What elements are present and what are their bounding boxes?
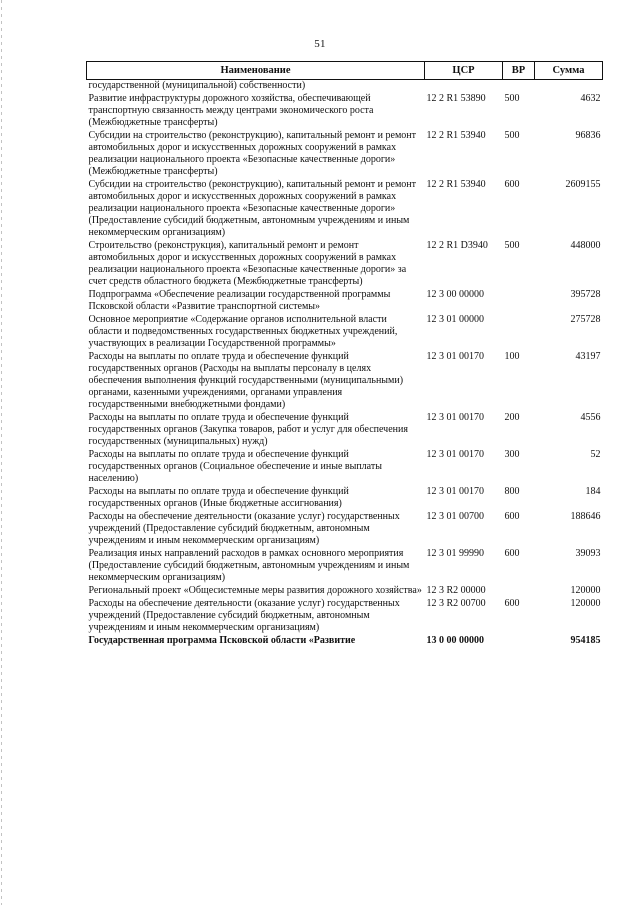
cell-name: Субсидии на строительство (реконструкцию), капитальный ремонт и ремонт автомобильных дорог и искусственных дорожных сооружений в рамках реализации национального проекта «Безопасные качественные дороги» (Предоставление субсидий бюджетным, автономным учреждениям и иным некоммерческим организациям) bbox=[88, 179, 417, 238]
cell-sum: 43197 bbox=[575, 351, 601, 362]
table-row bbox=[87, 449, 603, 486]
cell-csr: 12 3 01 00170 bbox=[426, 412, 484, 423]
cell-name: Расходы на выплаты по оплате труда и обеспечение функций государственных органов (Социальное обеспечение и иные выплаты населению) bbox=[88, 449, 382, 484]
cell-name: Строительство (реконструкция), капитальный ремонт и ремонт автомобильных дорог и искусственных дорожных сооружений в рамках реализации национального проекта «Безопасные качественные дороги» за счет средств областного бюджета (Межбюджетные трансферты) bbox=[88, 240, 407, 287]
cell-vr bbox=[503, 585, 535, 598]
cell-name: Региональный проект «Общесистемные меры развития дорожного хозяйства» bbox=[88, 585, 422, 596]
cell-csr: 12 3 01 99990 bbox=[426, 548, 484, 559]
table-row bbox=[87, 351, 603, 412]
cell-vr: 600 bbox=[504, 511, 520, 522]
cell-vr bbox=[503, 289, 535, 314]
cell-name: Развитие инфраструктуры дорожного хозяйства, обеспечивающей транспортную связанность между центрами экономического роста (Межбюджетные трансферты) bbox=[88, 93, 374, 128]
cell-sum: 4632 bbox=[580, 93, 601, 104]
table-row bbox=[87, 289, 603, 314]
cell-vr bbox=[503, 314, 535, 351]
cell-sum: 52 bbox=[590, 449, 601, 460]
cell-csr: 12 2 R1 53940 bbox=[426, 130, 486, 141]
table-row bbox=[87, 511, 603, 548]
cell-name: Субсидии на строительство (реконструкцию), капитальный ремонт и ремонт автомобильных дорог и искусственных дорожных сооружений в рамках реализации национального проекта «Безопасные качественные дороги» (Межбюджетные трансферты) bbox=[88, 130, 417, 177]
table-row bbox=[87, 130, 603, 179]
budget-table bbox=[86, 61, 603, 648]
cell-name: Расходы на выплаты по оплате труда и обеспечение функций государственных органов (Расходы на выплаты персоналу в целях обеспечения выполнения функций государственными (муниципальными) органами, казенными учреждениями, органами управления государственными внебюджетными фондами) bbox=[88, 351, 404, 410]
cell-vr: 600 bbox=[504, 548, 520, 559]
cell-sum: 275728 bbox=[570, 314, 601, 325]
cell-vr: 500 bbox=[504, 93, 520, 104]
cell-csr: 12 3 01 00000 bbox=[426, 314, 484, 325]
cell-sum: 120000 bbox=[570, 598, 601, 609]
cell-name: государственной (муниципальной) собственности) bbox=[88, 80, 306, 91]
cell-vr bbox=[503, 80, 535, 94]
cell-sum: 120000 bbox=[570, 585, 601, 596]
cell-csr: 12 3 01 00170 bbox=[426, 449, 484, 460]
cell-name: Расходы на выплаты по оплате труда и обеспечение функций государственных органов (Иные бюджетные ассигнования) bbox=[88, 486, 349, 509]
cell-csr: 12 3 00 00000 bbox=[426, 289, 484, 300]
cell-name: Подпрограмма «Обеспечение реализации государственной программы Псковской области «Развитие транспортной системы» bbox=[88, 289, 391, 312]
cell-csr: 12 3 01 00170 bbox=[426, 486, 484, 497]
cell-csr: 12 2 R1 53890 bbox=[426, 93, 486, 104]
table-row bbox=[87, 314, 603, 351]
cell-sum: 448000 bbox=[570, 240, 601, 251]
cell-sum: 39093 bbox=[575, 548, 601, 559]
cell-name: Реализация иных направлений расходов в рамках основного мероприятия (Предоставление субсидий бюджетным, автономным учреждениям и иным некоммерческим организациям) bbox=[88, 548, 410, 583]
table-row bbox=[87, 80, 603, 94]
cell-name: Расходы на обеспечение деятельности (оказание услуг) государственных учреждений (Предоставление субсидий бюджетным, автономным учреждениям и иным некоммерческим организациям) bbox=[88, 598, 400, 633]
table-row bbox=[87, 240, 603, 289]
cell-csr: 12 2 R1 53940 bbox=[426, 179, 486, 190]
cell-name: Расходы на выплаты по оплате труда и обеспечение функций государственных органов (Закупка товаров, работ и услуг для обеспечения государственных (муниципальных) нужд) bbox=[88, 412, 408, 447]
cell-sum: 954185 bbox=[570, 635, 601, 646]
cell-csr: 12 3 01 00700 bbox=[426, 511, 484, 522]
cell-vr: 600 bbox=[504, 598, 520, 609]
cell-csr: 12 3 01 00170 bbox=[426, 351, 484, 362]
table-row bbox=[87, 548, 603, 585]
cell-sum: 2609155 bbox=[565, 179, 601, 190]
table-row bbox=[87, 179, 603, 240]
table-row bbox=[87, 486, 603, 511]
cell-csr: 13 0 00 00000 bbox=[426, 635, 484, 646]
cell-csr: 12 3 R2 00000 bbox=[426, 585, 486, 596]
table-row bbox=[87, 93, 603, 130]
scan-edge bbox=[1, 0, 2, 905]
cell-csr bbox=[425, 80, 503, 94]
cell-vr bbox=[503, 635, 535, 648]
header-name: Наименование bbox=[87, 62, 425, 80]
cell-name: Основное мероприятие «Содержание органов исполнительной власти области и подведомственных государственных бюджетных учреждений, участвующих в реализации Государственной программы» bbox=[88, 314, 398, 349]
table-row bbox=[87, 635, 603, 648]
cell-vr: 300 bbox=[504, 449, 520, 460]
cell-csr: 12 3 R2 00700 bbox=[426, 598, 486, 609]
cell-csr: 12 2 R1 D3940 bbox=[426, 240, 488, 251]
cell-vr: 500 bbox=[504, 130, 520, 141]
cell-sum: 4556 bbox=[580, 412, 601, 423]
table-row bbox=[87, 585, 603, 598]
table-body bbox=[87, 80, 603, 649]
table-header bbox=[87, 62, 603, 80]
header-vr: ВР bbox=[503, 62, 535, 80]
cell-vr: 100 bbox=[504, 351, 520, 362]
cell-vr: 500 bbox=[504, 240, 520, 251]
table-row bbox=[87, 598, 603, 635]
header-csr: ЦСР bbox=[425, 62, 503, 80]
cell-vr: 200 bbox=[504, 412, 520, 423]
cell-sum: 96836 bbox=[575, 130, 601, 141]
cell-sum: 184 bbox=[585, 486, 601, 497]
cell-sum bbox=[535, 80, 603, 94]
cell-vr: 800 bbox=[504, 486, 520, 497]
header-sum: Сумма bbox=[535, 62, 603, 80]
cell-sum: 188646 bbox=[570, 511, 601, 522]
cell-name: Расходы на обеспечение деятельности (оказание услуг) государственных учреждений (Предоставление субсидий бюджетным, автономным учреждениям и иным некоммерческим организациям) bbox=[88, 511, 400, 546]
header-row bbox=[87, 62, 603, 80]
page-number: 51 bbox=[314, 38, 326, 50]
cell-sum: 395728 bbox=[570, 289, 601, 300]
table-row bbox=[87, 412, 603, 449]
cell-vr: 600 bbox=[504, 179, 520, 190]
cell-name: Государственная программа Псковской области «Развитие bbox=[88, 635, 356, 646]
